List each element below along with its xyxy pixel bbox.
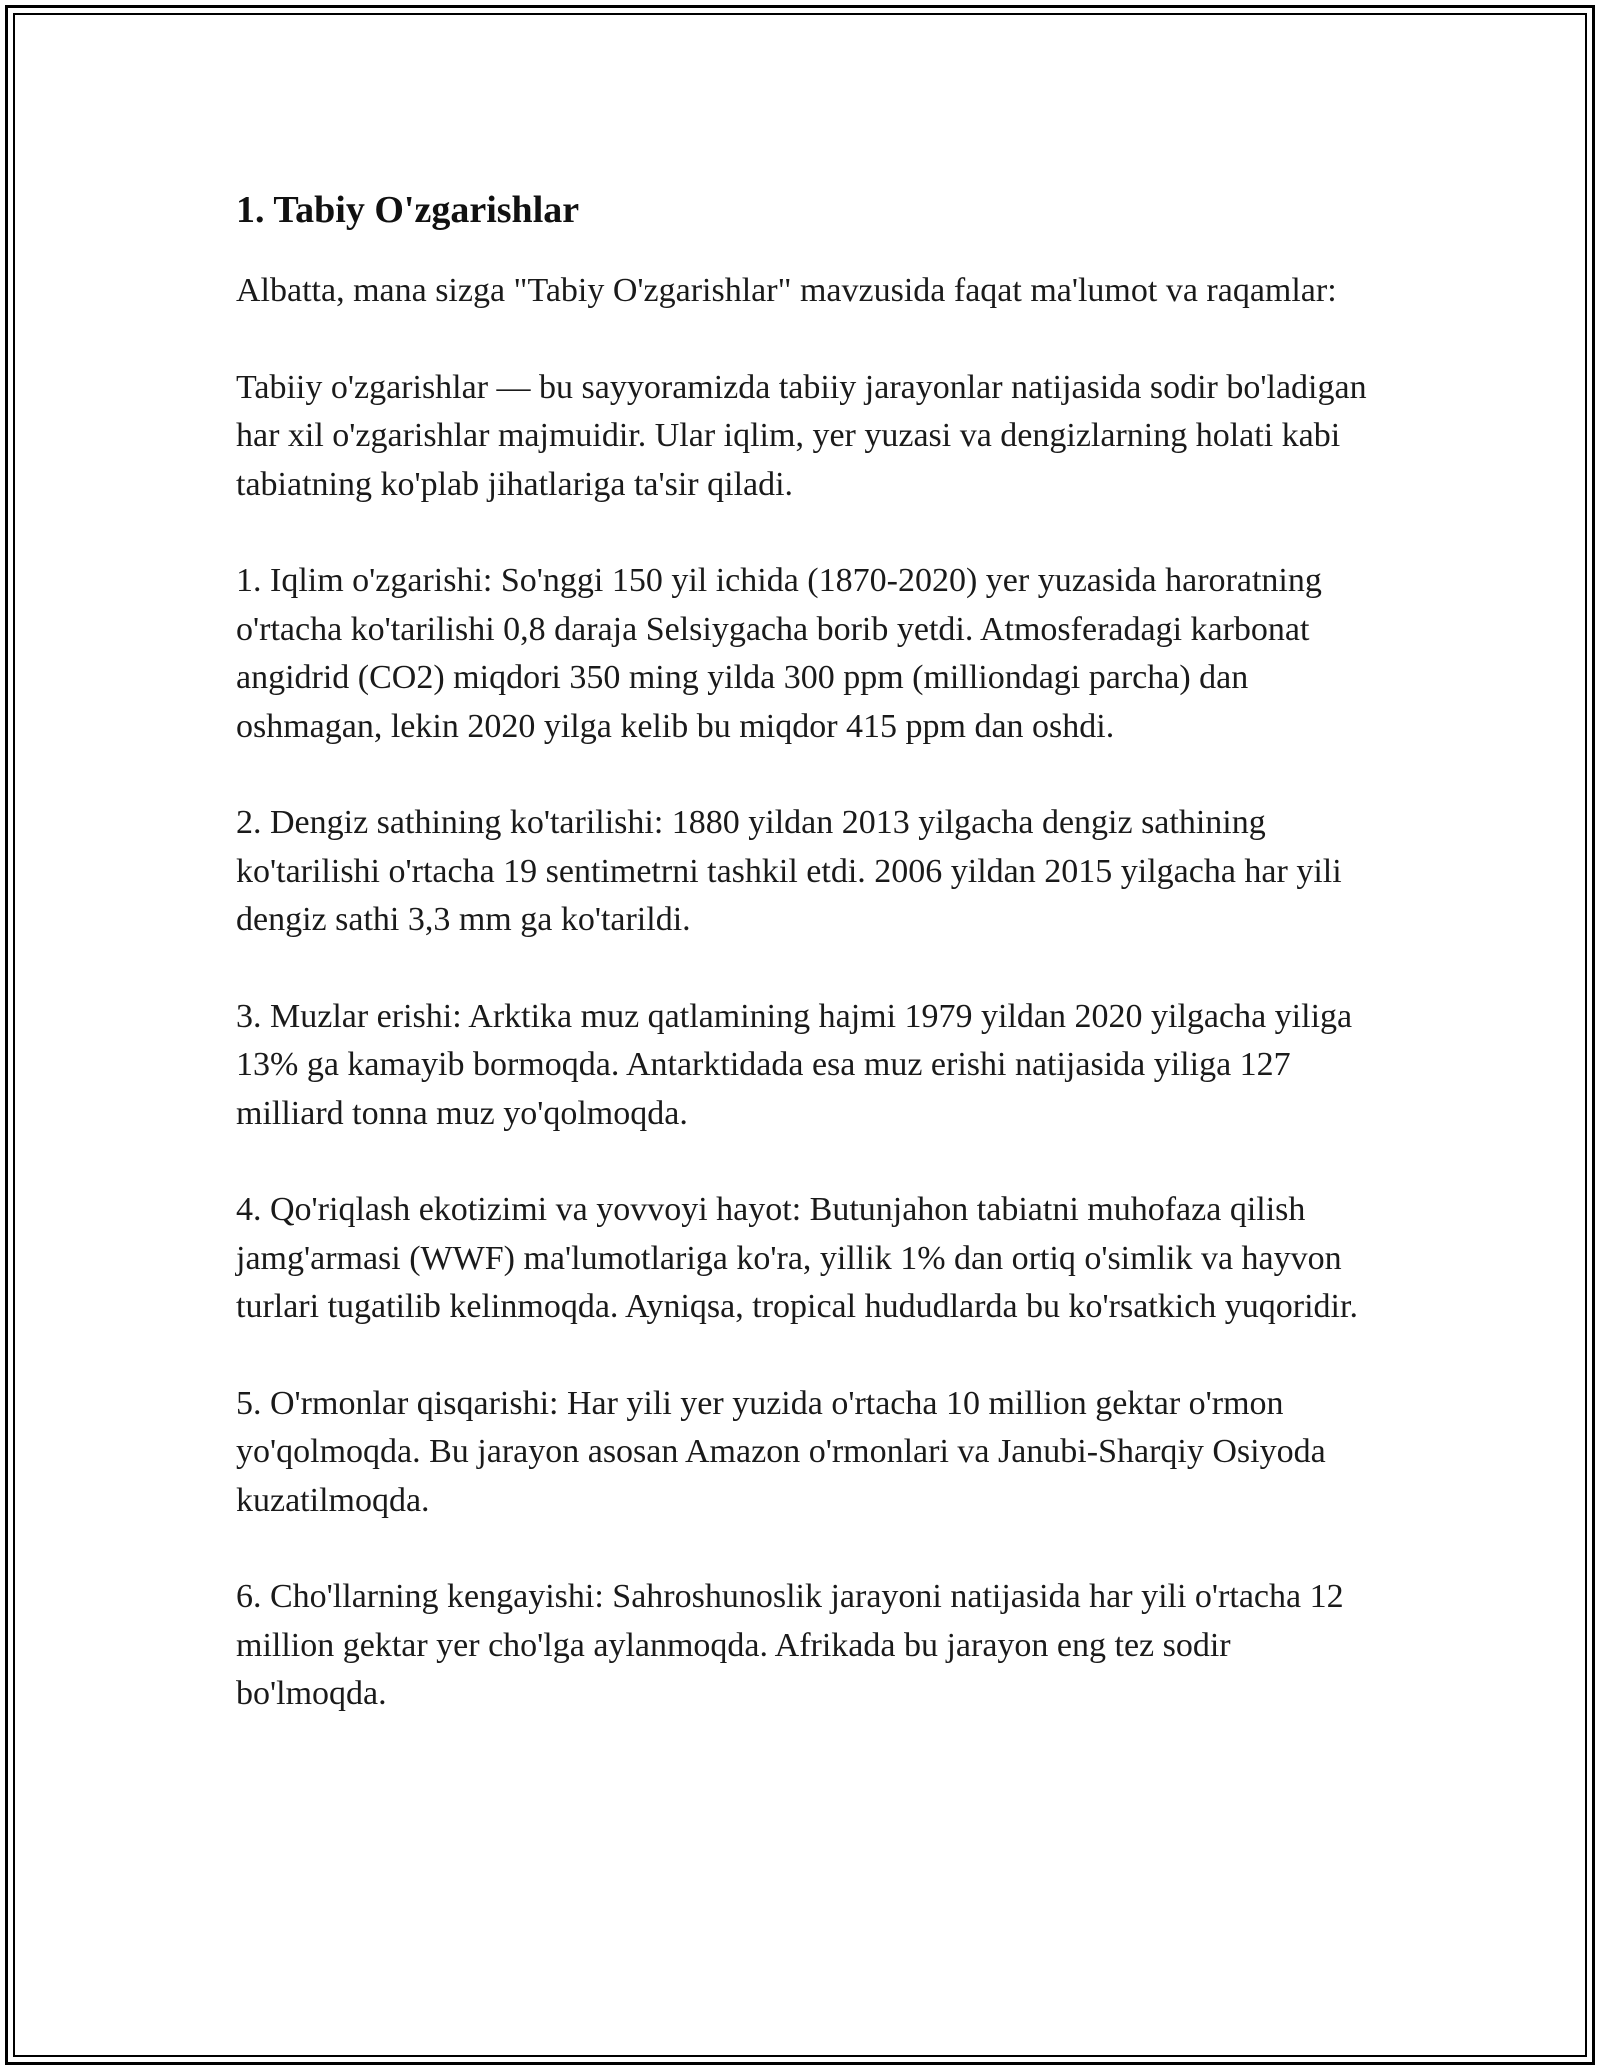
document-title: 1. Tabiy O'zgarishlar	[236, 189, 580, 231]
climate-change-paragraph: 1. Iqlim o'zgarishi: So'nggi 150 yil ichida (1870-2020) yer yuzasida haroratning o'rtacha ko'tarilishi 0,8 daraja Selsiygacha borib yetdi. Atmosferadagi karbonat angidrid (CO2) miqdori 350 ming yilda 300 ppm (milliondagi parcha) dan oshmagan, lekin 2020 yilga kelib bu miqdor 415 ppm dan oshdi.	[236, 562, 1322, 745]
deforestation-paragraph: 5. O'rmonlar qisqarishi: Har yili yer yuzida o'rtacha 10 million gektar o'rmon yo'qolmoqda. Bu jarayon asosan Amazon o'rmonlari va Janubi-Sharqiy Osiyoda kuzatilmoqda.	[236, 1384, 1326, 1519]
desertification-paragraph: 6. Cho'llarning kengayishi: Sahroshunoslik jarayoni natijasida har yili o'rtacha 12 million gektar yer cho'lga aylanmoqda. Afrikada bu jarayon eng tez sodir bo'lmoqda.	[236, 1578, 1344, 1713]
wildlife-paragraph: 4. Qo'riqlash ekotizimi va yovvoyi hayot: Butunjahon tabiatni muhofaza qilish jamg'armasi (WWF) ma'lumotlariga ko'ra, yillik 1% dan ortiq o'simlik va hayvon turlari tugatilib kelinmoqda. Ayniqsa, tropical hududlarda bu ko'rsatkich yuqoridir.	[236, 1191, 1358, 1326]
definition-paragraph: Tabiiy o'zgarishlar — bu sayyoramizda tabiiy jarayonlar natijasida sodir bo'ladigan har xil o'zgarishlar majmuidir. Ular iqlim, yer yuzasi va dengizlarning holati kabi tabiatning ko'plab jihatlariga ta'sir qiladi.	[236, 368, 1367, 503]
sea-level-paragraph: 2. Dengiz sathining ko'tarilishi: 1880 yildan 2013 yilgacha dengiz sathining ko'tarilishi o'rtacha 19 sentimetrni tashkil etdi. 2006 yildan 2015 yilgacha har yili dengiz sathi 3,3 mm ga ko'tarildi.	[236, 804, 1342, 939]
document-body	[236, 186, 1386, 1767]
intro-paragraph: Albatta, mana sizga "Tabiy O'zgarishlar" mavzusida faqat ma'lumot va raqamlar:	[236, 272, 1337, 310]
ice-melting-paragraph: 3. Muzlar erishi: Arktika muz qatlamining hajmi 1979 yildan 2020 yilgacha yiliga 13% ga kamayib bormoqda. Antarktidada esa muz erishi natijasida yiliga 127 milliard tonna muz yo'qolmoqda.	[236, 997, 1353, 1132]
